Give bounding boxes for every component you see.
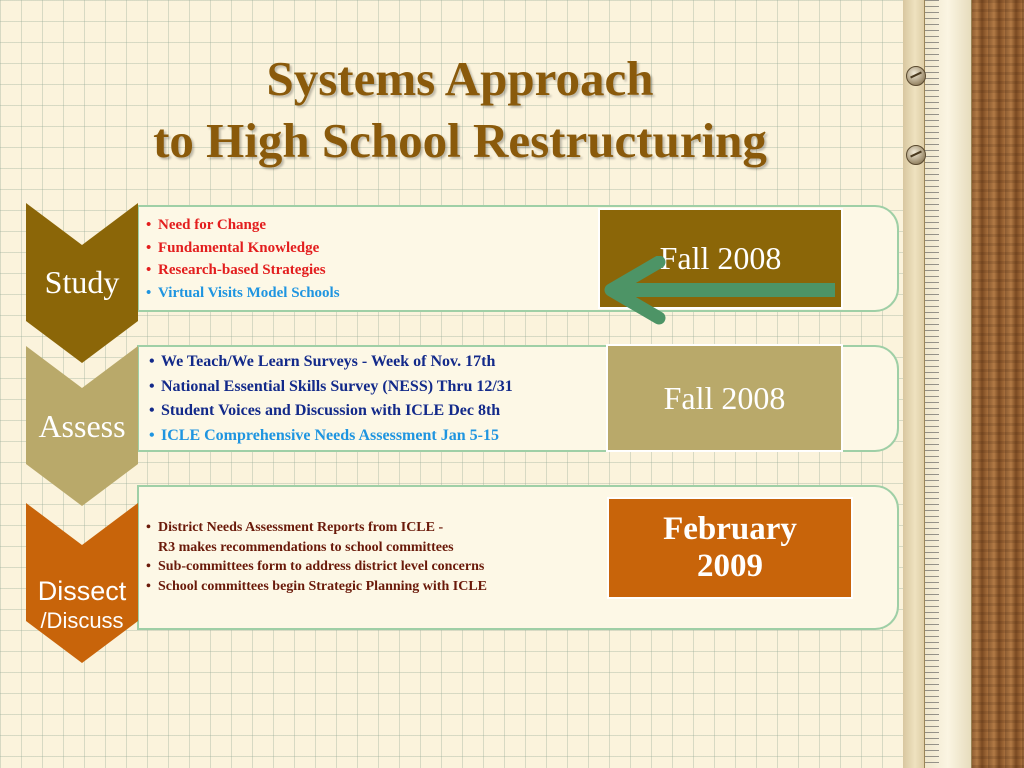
list-item: • Sub-committees form to address district level concerns — [146, 557, 487, 577]
list-item: • Research-based Strategies — [146, 259, 340, 282]
dissect-label-line1: Dissect — [37, 576, 127, 606]
bullet-line-continued: R3 makes recommendations to school committees — [158, 539, 454, 555]
assess-bullets — [149, 350, 609, 448]
list-item — [146, 518, 487, 557]
study-label: Study — [44, 263, 120, 300]
assess-chevron — [26, 346, 138, 506]
list-item: • Fundamental Knowledge — [146, 237, 340, 260]
list-item: • National Essential Skills Survey (NESS) Thru 12/31 — [149, 375, 609, 400]
dissect-label-line2: /Discuss — [40, 608, 124, 633]
dissect-chevron — [26, 503, 138, 663]
list-item: • ICLE Comprehensive Needs Assessment Jan 5-15 — [149, 424, 609, 449]
title-line-2: to High School Restructuring — [153, 113, 767, 168]
dissect-bullets — [146, 518, 487, 596]
left-arrow-icon — [597, 256, 839, 326]
list-item: • Virtual Visits Model Schools — [146, 282, 340, 305]
assess-date-box — [606, 344, 843, 452]
study-chevron — [26, 203, 138, 363]
dissect-date-box — [607, 497, 853, 599]
title-line-1: Systems Approach — [266, 51, 654, 106]
assess-label: Assess — [38, 407, 126, 444]
slide-title — [0, 48, 920, 172]
bullet-line: District Needs Assessment Reports from ICLE - — [158, 520, 444, 535]
list-item: • School committees begin Strategic Planning with ICLE — [146, 577, 487, 597]
study-bullets — [146, 214, 340, 304]
list-item: • Need for Change — [146, 214, 340, 237]
dissect-date-line1: February — [663, 511, 797, 547]
dissect-date-line2: 2009 — [697, 548, 763, 584]
assess-date: Fall 2008 — [663, 379, 786, 416]
ruler-ticks — [925, 0, 939, 768]
list-item: • We Teach/We Learn Surveys - Week of Nov. 17th — [149, 350, 609, 375]
study-date: Fall 2008 — [659, 240, 782, 276]
ruler-scale — [924, 0, 972, 768]
list-item: • Student Voices and Discussion with ICLE Dec 8th — [149, 399, 609, 424]
dissect-label — [26, 576, 138, 636]
